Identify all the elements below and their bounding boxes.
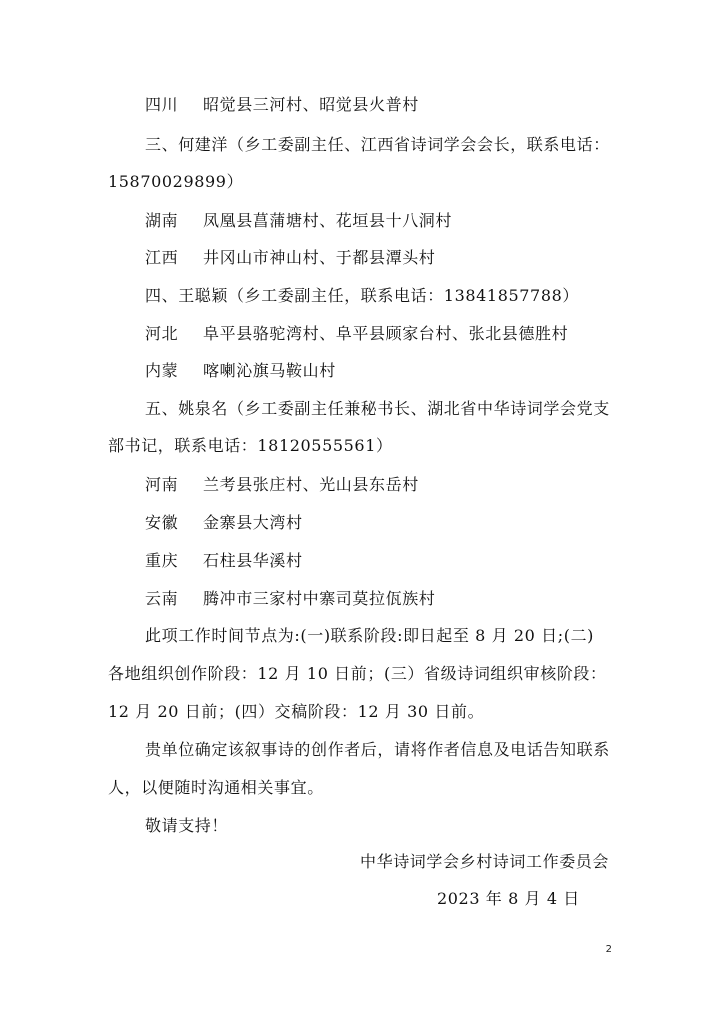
- page-number: 2: [605, 944, 612, 955]
- region-label: 江西: [145, 248, 179, 267]
- closing-line: 敬请支持！: [145, 816, 229, 835]
- region-label: 河北: [145, 324, 179, 343]
- neimeng-line: [145, 360, 336, 382]
- village-list: 阜平县骆驼湾村、阜平县顾家台村、张北县德胜村: [203, 324, 569, 343]
- region-label: 河南: [145, 475, 179, 494]
- signature-org: 中华诗词学会乡村诗词工作委员会: [360, 852, 610, 871]
- village-list: 喀喇沁旗马鞍山村: [203, 361, 336, 380]
- village-list: 昭觉县三河村、昭觉县火普村: [203, 95, 419, 114]
- henan-line: [145, 474, 419, 496]
- sichuan-line: [145, 94, 419, 116]
- region-label: 湖南: [145, 211, 179, 230]
- village-list: 金寨县大湾村: [203, 513, 303, 532]
- village-list: 凤凰县菖蒲塘村、花垣县十八洞村: [203, 211, 453, 230]
- region-label: 云南: [145, 589, 179, 608]
- section-5-heading: 五、姚泉名（乡工委副主任兼秘书长、湖北省中华诗词学会党支: [145, 399, 610, 418]
- request-line-1: 贵单位确定该叙事诗的创作者后，请将作者信息及电话告知联系: [145, 740, 610, 759]
- request-line-2: 人，以便随时沟通相关事宜。: [108, 778, 324, 797]
- schedule-line-3: 12 月 20 日前；(四）交稿阶段：12 月 30 日前。: [108, 702, 485, 721]
- jiangxi-line: [145, 247, 435, 269]
- region-label: 内蒙: [145, 361, 179, 380]
- anhui-line: [145, 512, 303, 534]
- section-4-heading: 四、王聪颖（乡工委副主任，联系电话：13841857788）: [145, 286, 579, 305]
- yunnan-line: [145, 588, 435, 610]
- schedule-line-1: 此项工作时间节点为:(一)联系阶段:即日起至 8 月 20 日;(二): [145, 626, 595, 645]
- hebei-line: [145, 323, 568, 345]
- region-label: 安徽: [145, 513, 179, 532]
- signature-date: 2023 年 8 月 4 日: [437, 889, 580, 908]
- section-5-phone: 部书记，联系电话：18120555561）: [108, 436, 393, 455]
- region-label: 重庆: [145, 551, 179, 570]
- village-list: 石柱县华溪村: [203, 551, 303, 570]
- schedule-line-2: 各地组织创作阶段：12 月 10 日前；(三）省级诗词组织审核阶段：: [108, 664, 607, 683]
- region-label: 四川: [145, 95, 179, 114]
- hunan-line: [145, 210, 452, 232]
- village-list: 兰考县张庄村、光山县东岳村: [203, 475, 419, 494]
- section-3-phone: 15870029899）: [108, 172, 244, 191]
- village-list: 井冈山市神山村、于都县潭头村: [203, 248, 436, 267]
- village-list: 腾冲市三家村中寨司莫拉佤族村: [203, 589, 436, 608]
- chongqing-line: [145, 550, 303, 572]
- section-3-heading: 三、何建洋（乡工委副主任、江西省诗词学会会长，联系电话：: [145, 135, 610, 154]
